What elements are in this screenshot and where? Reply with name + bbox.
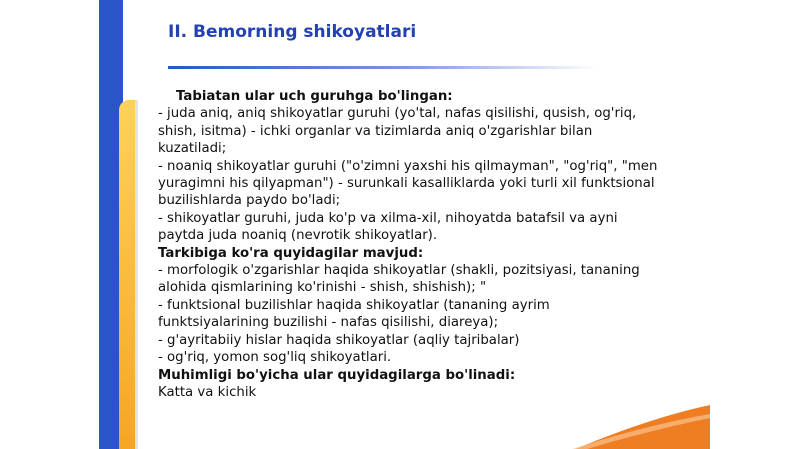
body-line: - shikoyatlar guruhi, juda ko'p va xilma-xil, nihoyatda batafsil va ayni bbox=[158, 210, 618, 226]
corner-decor bbox=[540, 380, 710, 449]
body-line: funktsiyalarining buzilishi - nafas qisilishi, diareya); bbox=[158, 315, 499, 331]
left-decor-edge bbox=[135, 100, 138, 449]
body-line: - noaniq shikoyatlar guruhi ("o'zimni yaxshi his qilmayman", "og'riq", "men bbox=[158, 158, 658, 174]
slide-body bbox=[158, 88, 718, 401]
body-line: - morfologik o'zgarishlar haqida shikoyatlar (shakli, pozitsiyasi, tananing bbox=[158, 263, 640, 279]
body-line: - juda aniq, aniq shikoyatlar guruhi (yo'tal, nafas qisilishi, qusish, og'riq, bbox=[158, 106, 637, 122]
slide-title: II. Bemorning shikoyatlari bbox=[168, 22, 417, 42]
body-line: - funktsional buzilishlar haqida shikoyatlar (tananing ayrim bbox=[158, 297, 550, 313]
body-line: alohida qismlarining ko'rinishi - shish, shishish); " bbox=[158, 280, 487, 296]
body-line: Katta va kichik bbox=[158, 384, 257, 400]
body-line: yuragimni his qilyapman") - surunkali kasalliklarda yoki turli xil funktsional bbox=[158, 176, 655, 192]
body-line: shish, isitma) - ichki organlar va tizimlarda aniq o'zgarishlar bilan bbox=[158, 123, 593, 139]
heading-composition: Tarkibiga ko'ra quyidagilar mavjud: bbox=[158, 245, 424, 261]
body-line: paytda juda noaniq (nevrotik shikoyatlar). bbox=[158, 228, 438, 244]
heading-importance: Muhimligi bo'yicha ular quyidagilarga bo'linadi: bbox=[158, 367, 516, 383]
body-line: buzilishlarda paydo bo'ladi; bbox=[158, 193, 341, 209]
heading-nature-groups: Tabiatan ular uch guruhga bo'lingan: bbox=[176, 89, 453, 104]
title-underline bbox=[168, 66, 598, 69]
body-line: - og'riq, yomon sog'liq shikoyatlari. bbox=[158, 350, 392, 366]
body-line: kuzatiladi; bbox=[158, 141, 227, 157]
body-line: - g'ayritabiiy hislar haqida shikoyatlar (aqliy tajribalar) bbox=[158, 332, 520, 348]
